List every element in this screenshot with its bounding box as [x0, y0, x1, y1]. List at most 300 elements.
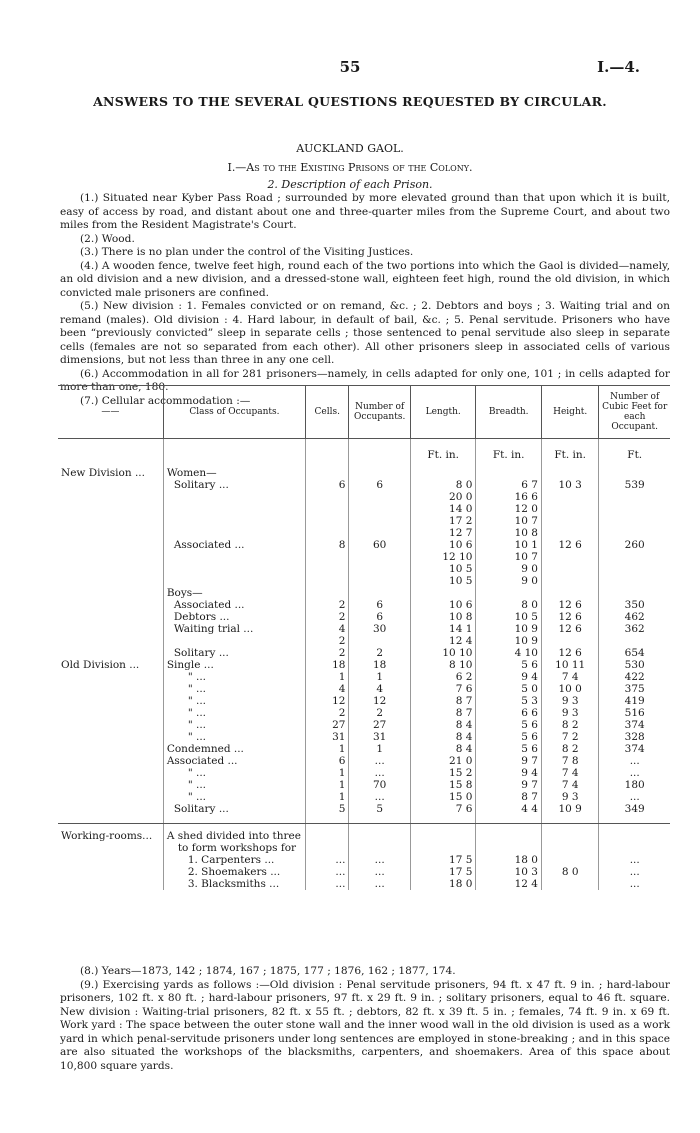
- table-cell: [410, 842, 476, 854]
- table-cell: 27: [306, 719, 349, 731]
- table-cell: [599, 551, 670, 563]
- table-cell: Working-rooms...: [61, 830, 153, 842]
- table-cell: [163, 563, 305, 575]
- table-cell: [58, 866, 163, 878]
- table-cell: [58, 695, 163, 707]
- table-cell: [58, 515, 163, 527]
- table-cell: 31: [306, 731, 349, 743]
- unit-cell: [58, 439, 163, 468]
- table-cell: [163, 635, 305, 647]
- table-row: [58, 683, 670, 695]
- table-cell: 18: [349, 659, 410, 671]
- table-cell: 12: [306, 695, 349, 707]
- table-cell: [349, 491, 410, 503]
- table-cell: 2: [306, 647, 349, 659]
- table-cell: 10 6: [410, 599, 476, 611]
- page-number: 55: [339, 58, 361, 76]
- table-cell: 15 0: [410, 791, 476, 803]
- table-cell: 10 9: [476, 635, 542, 647]
- table-cell: 5 6: [476, 659, 542, 671]
- table-cell: 9 0: [476, 563, 542, 575]
- table-cell: [410, 587, 476, 599]
- table-cell: [410, 467, 476, 479]
- table-cell: [306, 515, 349, 527]
- table-cell: 8 0: [410, 479, 476, 491]
- table-cell: [541, 515, 598, 527]
- table-cell: Associated ...: [163, 755, 305, 767]
- table-cell: 5 6: [476, 731, 542, 743]
- table-cell: [599, 587, 670, 599]
- table-cell: [58, 803, 163, 824]
- unit-cell: [306, 439, 349, 468]
- table-row: [58, 803, 670, 824]
- unit-cell: [163, 439, 305, 468]
- table-cell: Associated ...: [163, 539, 305, 551]
- table-cell: 12 10: [410, 551, 476, 563]
- table-cell: [541, 842, 598, 854]
- table-row: [58, 731, 670, 743]
- table-cell: [476, 587, 542, 599]
- table-cell: 6: [306, 755, 349, 767]
- table-cell: 1: [306, 671, 349, 683]
- table-cell: 8 0: [541, 866, 598, 878]
- paragraph: (2.) Wood.: [80, 232, 135, 245]
- table-cell: 7 6: [410, 683, 476, 695]
- units-row: [58, 439, 670, 468]
- table-row: [58, 551, 670, 563]
- table-row: [58, 623, 670, 635]
- table-cell: [541, 854, 598, 866]
- table-cell: 10 5: [476, 611, 542, 623]
- table-cell: 539: [599, 479, 670, 491]
- table-cell: Boys—: [163, 587, 305, 599]
- table-cell: 7 2: [541, 731, 598, 743]
- table-cell: 2: [349, 647, 410, 659]
- table-cell: [541, 587, 598, 599]
- table-cell: 10 3: [541, 479, 598, 491]
- table-cell: 10 7: [476, 515, 542, 527]
- table-cell: [349, 515, 410, 527]
- table-row: [58, 707, 670, 719]
- table-row: [58, 755, 670, 767]
- table-cell: [163, 551, 305, 563]
- table-cell: 21 0: [410, 755, 476, 767]
- table-cell: [306, 491, 349, 503]
- table-cell: 12 6: [541, 611, 598, 623]
- table-row: [58, 491, 670, 503]
- subsection-heading: 2. Description of each Prison.: [267, 178, 433, 191]
- table-cell: [599, 491, 670, 503]
- table-row: [58, 563, 670, 575]
- table-cell: 422: [599, 671, 670, 683]
- paragraph: (1.) Situated near Kyber Pass Road ; surrounded by more elevated ground than that upon which it is built, easy of access by road, and distant about one and three-quarter miles from the Supreme Court, and about two miles from the Resident Magistrate's Court.: [60, 192, 670, 231]
- table-cell: 8 2: [541, 719, 598, 731]
- table-cell: 7 4: [541, 779, 598, 791]
- table-cell: 8 7: [410, 695, 476, 707]
- col-header-cubic-feet: Number of Cubic Feet for each Occupant.: [599, 386, 670, 439]
- paragraph: (3.) There is no plan under the control of the Visiting Justices.: [80, 246, 414, 258]
- table-cell: [58, 623, 163, 635]
- table-cell: ...: [349, 854, 410, 866]
- table-cell: [541, 878, 598, 890]
- table-cell: 5: [306, 803, 349, 824]
- table-row: [58, 515, 670, 527]
- table-cell: 8 4: [410, 743, 476, 755]
- table-cell: [349, 503, 410, 515]
- table-cell: 362: [599, 623, 670, 635]
- table-cell: [58, 503, 163, 515]
- paragraph: (6.) Accommodation in all for 281 prisoners—namely, in cells adapted for only one, 101 ; in cells adapted for more than one, 180.: [60, 367, 670, 393]
- table-cell: 8 4: [410, 731, 476, 743]
- table-cell: 6: [349, 479, 410, 491]
- table-cell: ...: [349, 755, 410, 767]
- table-cell: 5 0: [476, 683, 542, 695]
- table-row: [58, 842, 670, 854]
- paragraph: (8.) Years—1873, 142 ; 1874, 167 ; 1875, 177 ; 1876, 162 ; 1877, 174.: [80, 965, 456, 977]
- table-cell: [58, 635, 163, 647]
- table-cell: [599, 842, 670, 854]
- table-cell: [58, 854, 163, 866]
- table-cell: 17 5: [410, 866, 476, 878]
- table-cell: ...: [349, 767, 410, 779]
- table-cell: Debtors ...: [163, 611, 305, 623]
- table-cell: 7 4: [541, 767, 598, 779]
- table-row: [58, 854, 670, 866]
- table-row: [58, 659, 670, 671]
- table-cell: 350: [599, 599, 670, 611]
- table-cell: [58, 527, 163, 539]
- table-cell: ...: [599, 791, 670, 803]
- table-cell: [58, 479, 163, 491]
- table-cell: [306, 467, 349, 479]
- table-cell: ...: [599, 767, 670, 779]
- table-cell: ...: [349, 878, 410, 890]
- table-row: [58, 599, 670, 611]
- table-cell: Solitary ...: [163, 479, 305, 491]
- table-cell: 2: [306, 707, 349, 719]
- table-cell: 12: [349, 695, 410, 707]
- table-cell: [58, 611, 163, 623]
- table-cell: 654: [599, 647, 670, 659]
- table-row: [58, 539, 670, 551]
- table-cell: 328: [599, 731, 670, 743]
- table-cell: 10 9: [541, 803, 598, 824]
- table-cell: [349, 587, 410, 599]
- table-cell: " ...: [163, 683, 305, 695]
- table-cell: 12 6: [541, 599, 598, 611]
- table-cell: [599, 635, 670, 647]
- table-cell: [599, 824, 670, 843]
- table-cell: 10 9: [476, 623, 542, 635]
- table-cell: [306, 587, 349, 599]
- table-cell: 18 0: [476, 854, 542, 866]
- table-row: [58, 767, 670, 779]
- table-cell: 9 3: [541, 707, 598, 719]
- table-cell: [476, 467, 542, 479]
- table-row: [58, 647, 670, 659]
- table-cell: 6: [349, 599, 410, 611]
- table-cell: ...: [306, 854, 349, 866]
- paragraph: (9.) Exercising yards as follows :—Old division : Penal servitude prisoners, 94 ft. x 47 ft. 9 in. ; hard-labour prisoners, 102 ft. x 80 ft. ; hard-labour prisoners, 97 ft. x 29 ft. 9 in. ; solitary prisoners, equal to 46 ft. square. New division : Waiting-trial prisoners, 82 ft. x 55 ft. ; debtors, 82 ft. x 39 ft. 5 in. ; females, 74 ft. 9 in. x 69 ft. Work yard : The space between the outer stone wall and the inner wood wall in the old division is used as a work yard in which penal-servitude prisoners under long sentences are employed in stone-breaking ; and in this space are also situated the workshops of the blacksmiths, carpenters, and shoemakers. Area of this space about 10,800 square yards.: [60, 978, 670, 1072]
- table-cell: 12 6: [541, 623, 598, 635]
- table-cell: 1: [306, 743, 349, 755]
- table-cell: 7 8: [541, 755, 598, 767]
- document-id: I.—4.: [597, 58, 640, 76]
- table-cell: 260: [599, 539, 670, 551]
- cellular-accommodation-table: [58, 385, 670, 890]
- table-cell: 10 1: [476, 539, 542, 551]
- table-cell: A shed divided into three: [163, 824, 305, 843]
- table-cell: 375: [599, 683, 670, 695]
- col-header-breadth: Breadth.: [476, 386, 542, 439]
- table-cell: [163, 515, 305, 527]
- table-cell: 1: [306, 779, 349, 791]
- table-cell: " ...: [163, 779, 305, 791]
- table-cell: 9 7: [476, 755, 542, 767]
- table-cell: 3. Blacksmiths ...: [163, 878, 305, 890]
- table-cell: 18 0: [410, 878, 476, 890]
- table-cell: " ...: [163, 731, 305, 743]
- table-cell: 10 0: [541, 683, 598, 695]
- table-cell: 1: [306, 791, 349, 803]
- table-cell: 15 2: [410, 767, 476, 779]
- table-cell: Solitary ...: [163, 803, 305, 824]
- table-cell: [410, 824, 476, 843]
- table-cell: [58, 791, 163, 803]
- table-cell: ...: [599, 878, 670, 890]
- table-cell: Waiting trial ...: [163, 623, 305, 635]
- table-cell: [58, 647, 163, 659]
- table-cell: Associated ...: [163, 599, 305, 611]
- table-cell: New Division ...: [61, 467, 145, 479]
- table-cell: 10 5: [410, 563, 476, 575]
- table-cell: [58, 671, 163, 683]
- table-cell: [541, 575, 598, 587]
- table-cell: 1: [349, 743, 410, 755]
- table-cell: 5 6: [476, 719, 542, 731]
- col-header-height: Height.: [541, 386, 598, 439]
- table-cell: [163, 575, 305, 587]
- table-row: [58, 671, 670, 683]
- table-cell: " ...: [163, 707, 305, 719]
- table-cell: 516: [599, 707, 670, 719]
- paragraph: (4.) A wooden fence, twelve feet high, round each of the two portions into which the Gaol is divided—namely, an old division and a new division, and a dressed-stone wall, eighteen feet high, round the old division, in which convicted male prisoners are confined.: [60, 259, 670, 299]
- table-row: [58, 824, 670, 843]
- table-cell: [599, 575, 670, 587]
- table-cell: 8: [306, 539, 349, 551]
- table-cell: 10 11: [541, 659, 598, 671]
- table-cell: 8 0: [476, 599, 542, 611]
- table-cell: ...: [599, 866, 670, 878]
- table-cell: [58, 551, 163, 563]
- table-cell: 30: [349, 623, 410, 635]
- table-cell: 10 10: [410, 647, 476, 659]
- table-cell: 5 6: [476, 743, 542, 755]
- table-cell: " ...: [163, 671, 305, 683]
- unit-cell: Ft. in.: [541, 439, 598, 468]
- table-row: [58, 791, 670, 803]
- table-row: [58, 743, 670, 755]
- table-cell: " ...: [163, 695, 305, 707]
- table-cell: [163, 503, 305, 515]
- table-cell: 374: [599, 719, 670, 731]
- table-row: [58, 527, 670, 539]
- table-cell: 31: [349, 731, 410, 743]
- table-cell: Solitary ...: [163, 647, 305, 659]
- table-cell: [541, 503, 598, 515]
- table-cell: 6 2: [410, 671, 476, 683]
- table-cell: 17 2: [410, 515, 476, 527]
- table-cell: [306, 503, 349, 515]
- table-cell: 7 4: [541, 671, 598, 683]
- table-cell: 9 3: [541, 791, 598, 803]
- table-cell: Old Division ...: [61, 659, 140, 671]
- table-cell: 18: [306, 659, 349, 671]
- table-cell: 8 7: [410, 707, 476, 719]
- table-cell: ...: [349, 791, 410, 803]
- table-cell: 2: [306, 599, 349, 611]
- paragraph: (7.) Cellular accommodation :—: [80, 394, 251, 407]
- table-cell: [599, 467, 670, 479]
- table-cell: [349, 824, 410, 843]
- table-cell: 9 0: [476, 575, 542, 587]
- col-header-occupants: Number of Occupants.: [349, 386, 410, 439]
- table-cell: [58, 587, 163, 599]
- table-cell: Condemned ...: [163, 743, 305, 755]
- table-cell: [306, 575, 349, 587]
- col-header-cells: Cells.: [306, 386, 349, 439]
- page-header: [0, 58, 700, 80]
- table-cell: 4 10: [476, 647, 542, 659]
- table-cell: [58, 539, 163, 551]
- table-cell: [58, 563, 163, 575]
- table-cell: [349, 551, 410, 563]
- table-cell: 2: [349, 707, 410, 719]
- table-cell: 374: [599, 743, 670, 755]
- table-cell: 180: [599, 779, 670, 791]
- gaol-name: AUCKLAND GAOL.: [296, 142, 404, 155]
- table-cell: 20 0: [410, 491, 476, 503]
- table-cell: [306, 824, 349, 843]
- table-cell: 10 6: [410, 539, 476, 551]
- footer-paragraphs: [60, 965, 670, 1073]
- table-cell: [476, 842, 542, 854]
- table-cell: [541, 551, 598, 563]
- table-cell: 9 7: [476, 779, 542, 791]
- table-cell: 10 5: [410, 575, 476, 587]
- table-row: [58, 695, 670, 707]
- table-cell: [58, 779, 163, 791]
- table-cell: 27: [349, 719, 410, 731]
- table-cell: 16 6: [476, 491, 542, 503]
- table-cell: [599, 503, 670, 515]
- table-cell: [599, 515, 670, 527]
- table-cell: 14 0: [410, 503, 476, 515]
- table-cell: [349, 467, 410, 479]
- table-cell: 349: [599, 803, 670, 824]
- table-row: [58, 779, 670, 791]
- table-cell: 2: [306, 635, 349, 647]
- table-cell: 6: [349, 611, 410, 623]
- table-row: [58, 503, 670, 515]
- section-heading: I.—As to the Existing Prisons of the Colony.: [227, 161, 473, 174]
- description-paragraphs: [60, 192, 670, 408]
- table-cell: 4: [306, 683, 349, 695]
- table-cell: [58, 767, 163, 779]
- table-cell: to form workshops for: [163, 842, 305, 854]
- table-cell: 6 7: [476, 479, 542, 491]
- table-cell: 12 0: [476, 503, 542, 515]
- table-cell: [58, 575, 163, 587]
- table-cell: [58, 743, 163, 755]
- table-cell: 5 3: [476, 695, 542, 707]
- table-cell: [541, 563, 598, 575]
- table-cell: 419: [599, 695, 670, 707]
- unit-cell: Ft.: [599, 439, 670, 468]
- table-cell: 8 10: [410, 659, 476, 671]
- table-row: [58, 866, 670, 878]
- table-cell: 12 4: [476, 878, 542, 890]
- table-cell: [58, 491, 163, 503]
- table-cell: 10 8: [476, 527, 542, 539]
- table-row: [58, 467, 670, 479]
- table-cell: [58, 755, 163, 767]
- table-cell: [58, 842, 163, 854]
- col-header-class: Class of Occupants.: [163, 386, 305, 439]
- table-cell: 1: [306, 767, 349, 779]
- table-cell: [541, 824, 598, 843]
- table-cell: [58, 878, 163, 890]
- table-cell: [349, 563, 410, 575]
- table-row: [58, 479, 670, 491]
- table-cell: [306, 551, 349, 563]
- table-cell: 6 6: [476, 707, 542, 719]
- table-cell: [163, 527, 305, 539]
- table-cell: [476, 824, 542, 843]
- table-row: [58, 611, 670, 623]
- unit-cell: Ft. in.: [410, 439, 476, 468]
- table-cell: [58, 731, 163, 743]
- table-row: [58, 587, 670, 599]
- table-row: [58, 635, 670, 647]
- table-cell: [58, 719, 163, 731]
- table-cell: [541, 467, 598, 479]
- table-cell: 530: [599, 659, 670, 671]
- table-cell: 9 3: [541, 695, 598, 707]
- table-cell: [349, 575, 410, 587]
- table-cell: 8 7: [476, 791, 542, 803]
- table-cell: [541, 527, 598, 539]
- table-cell: [599, 527, 670, 539]
- table-cell: " ...: [163, 791, 305, 803]
- col-header-division: ——: [58, 386, 163, 439]
- table-cell: 4: [306, 623, 349, 635]
- table-cell: 8 4: [410, 719, 476, 731]
- table-cell: [349, 635, 410, 647]
- table-cell: 2. Shoemakers ...: [163, 866, 305, 878]
- table-cell: 10 3: [476, 866, 542, 878]
- table-cell: 462: [599, 611, 670, 623]
- table-cell: 2: [306, 611, 349, 623]
- table-cell: ...: [306, 878, 349, 890]
- table-cell: [599, 563, 670, 575]
- table-cell: 9 4: [476, 767, 542, 779]
- table-cell: 6: [306, 479, 349, 491]
- table-cell: 15 8: [410, 779, 476, 791]
- table-cell: 4 4: [476, 803, 542, 824]
- table-cell: 12 4: [410, 635, 476, 647]
- table-cell: 10 8: [410, 611, 476, 623]
